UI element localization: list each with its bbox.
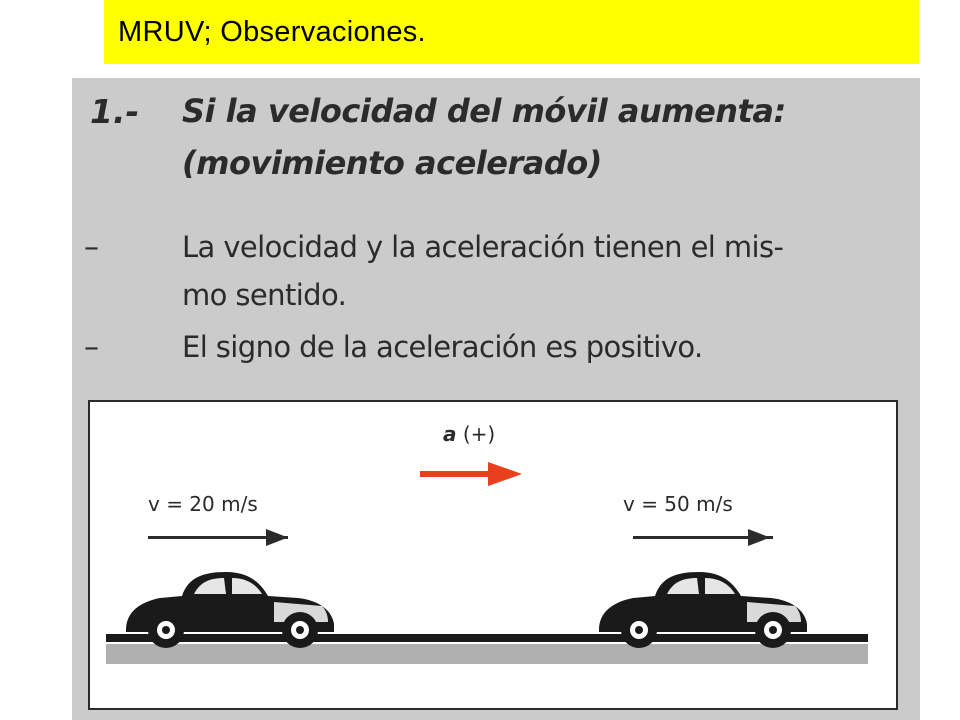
motion-diagram bbox=[88, 400, 898, 710]
heading-number: 1.- bbox=[90, 92, 140, 131]
acceleration-label bbox=[443, 422, 495, 446]
bullet-dash-2: – bbox=[84, 330, 99, 365]
diagram-graphics bbox=[90, 402, 896, 708]
content-panel bbox=[72, 78, 920, 720]
road-line bbox=[106, 634, 868, 642]
title-banner bbox=[104, 0, 919, 64]
slide-title: MRUV; Observaciones. bbox=[118, 16, 426, 48]
bullet-dash-1: – bbox=[84, 230, 99, 265]
velocity-arrow-1-icon bbox=[148, 529, 288, 546]
acceleration-sign: (+) bbox=[462, 422, 496, 446]
car-2-velocity-label: v = 50 m/s bbox=[623, 492, 733, 516]
acceleration-arrow-icon bbox=[420, 462, 522, 486]
heading-line-2: (movimiento acelerado) bbox=[182, 144, 602, 182]
velocity-arrow-2-icon bbox=[633, 529, 773, 546]
heading-line-1: Si la velocidad del móvil aumenta: bbox=[182, 92, 786, 130]
road bbox=[106, 644, 868, 664]
car-1-velocity-label: v = 20 m/s bbox=[148, 492, 258, 516]
bullet-2-line-1: El signo de la aceleración es positivo. bbox=[182, 330, 703, 364]
bullet-1-line-2: mo sentido. bbox=[182, 278, 347, 312]
acceleration-symbol: a bbox=[443, 422, 457, 446]
bullet-1-line-1: La velocidad y la aceleración tienen el mis- bbox=[182, 230, 784, 264]
